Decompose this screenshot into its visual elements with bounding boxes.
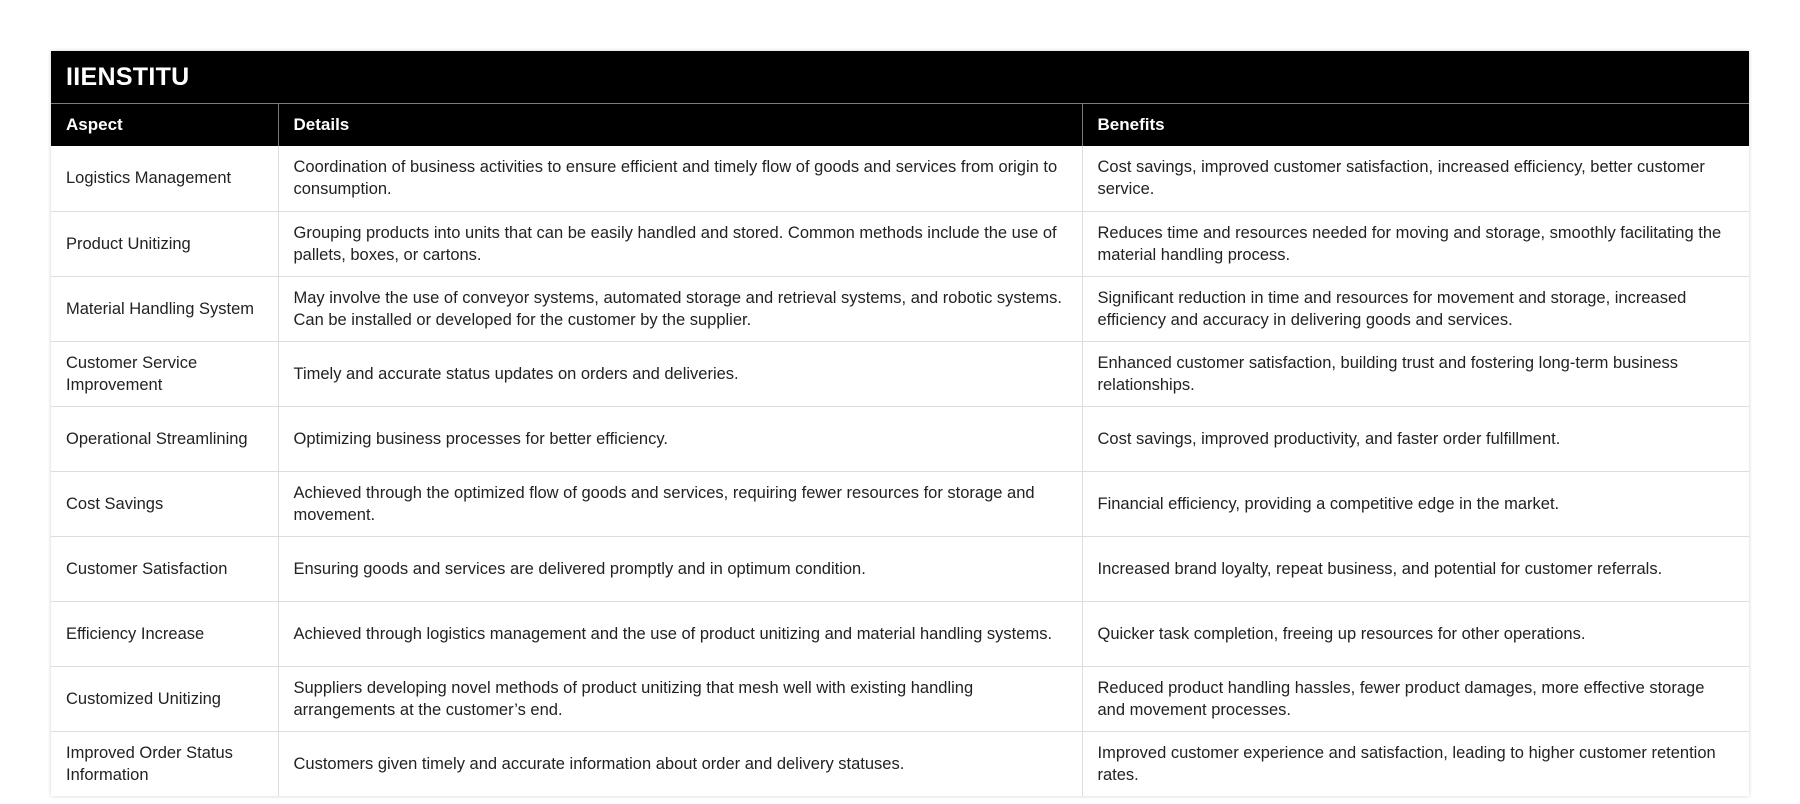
cell-benefits: Enhanced customer satisfaction, building trust and fostering long-term business relationships.	[1082, 341, 1749, 406]
table-row	[51, 211, 1749, 276]
table-row	[51, 666, 1749, 731]
cell-details: Achieved through logistics management and the use of product unitizing and material handling systems.	[278, 601, 1082, 666]
cell-aspect: Operational Streamlining	[51, 406, 278, 471]
cell-benefits: Financial efficiency, providing a competitive edge in the market.	[1082, 471, 1749, 536]
cell-benefits: Increased brand loyalty, repeat business, and potential for customer referrals.	[1082, 536, 1749, 601]
column-header-benefits: Benefits	[1082, 104, 1749, 146]
cell-details: Achieved through the optimized flow of goods and services, requiring fewer resources for storage and movement.	[278, 471, 1082, 536]
cell-aspect: Material Handling System	[51, 276, 278, 341]
cell-details: Coordination of business activities to ensure efficient and timely flow of goods and services from origin to consumption.	[278, 146, 1082, 211]
cell-details: Grouping products into units that can be easily handled and stored. Common methods include the use of pallets, boxes, or cartons.	[278, 211, 1082, 276]
cell-details: Suppliers developing novel methods of product unitizing that mesh well with existing handling arrangements at the customer’s end.	[278, 666, 1082, 731]
table-row	[51, 601, 1749, 666]
table-header-row	[51, 104, 1749, 146]
cell-details: Timely and accurate status updates on orders and deliveries.	[278, 341, 1082, 406]
table-title: IIENSTITU	[51, 51, 1749, 104]
column-header-aspect: Aspect	[51, 104, 278, 146]
cell-aspect: Efficiency Increase	[51, 601, 278, 666]
cell-details: Customers given timely and accurate information about order and delivery statuses.	[278, 731, 1082, 796]
table-row	[51, 471, 1749, 536]
cell-aspect: Logistics Management	[66, 169, 232, 188]
cell-benefits: Reduces time and resources needed for moving and storage, smoothly facilitating the material handling process.	[1082, 211, 1749, 276]
table-row	[51, 276, 1749, 341]
data-table	[51, 104, 1749, 796]
cell-aspect: Product Unitizing	[51, 211, 278, 276]
table-row	[51, 146, 1749, 211]
column-header-details: Details	[278, 104, 1082, 146]
cell-aspect: Improved Order Status Information	[51, 731, 278, 796]
cell-benefits: Improved customer experience and satisfaction, leading to higher customer retention rates.	[1082, 731, 1749, 796]
cell-aspect: Customer Satisfaction	[51, 536, 278, 601]
cell-aspect: Customer Service Improvement	[51, 341, 278, 406]
data-table-container	[51, 51, 1749, 796]
cell-benefits: Reduced product handling hassles, fewer product damages, more effective storage and movement processes.	[1082, 666, 1749, 731]
table-row	[51, 536, 1749, 601]
table-row	[51, 406, 1749, 471]
cell-benefits: Significant reduction in time and resources for movement and storage, increased efficiency and accuracy in delivering goods and services.	[1082, 276, 1749, 341]
table-row	[51, 341, 1749, 406]
cell-benefits: Cost savings, improved customer satisfaction, increased efficiency, better customer service.	[1082, 146, 1749, 211]
cell-details: Optimizing business processes for better efficiency.	[278, 406, 1082, 471]
cell-aspect: Customized Unitizing	[51, 666, 278, 731]
table-row	[51, 731, 1749, 796]
cell-details: Ensuring goods and services are delivered promptly and in optimum condition.	[278, 536, 1082, 601]
cell-benefits: Quicker task completion, freeing up resources for other operations.	[1082, 601, 1749, 666]
cell-aspect: Cost Savings	[51, 471, 278, 536]
cell-details: May involve the use of conveyor systems, automated storage and retrieval systems, and robotic systems. Can be installed or developed for the customer by the supplier.	[278, 276, 1082, 341]
cell-benefits: Cost savings, improved productivity, and faster order fulfillment.	[1082, 406, 1749, 471]
